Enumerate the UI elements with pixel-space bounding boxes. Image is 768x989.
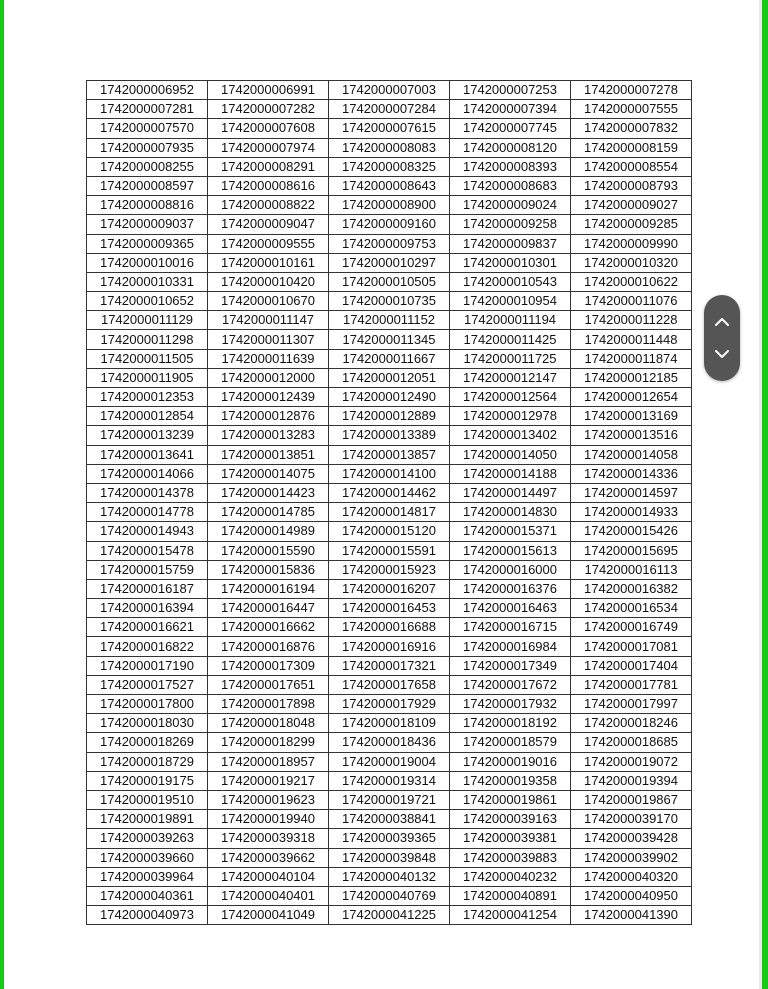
table-row [87,599,692,618]
table-cell: 1742000016688 [329,618,450,637]
table-cell: 1742000010331 [87,272,208,291]
table-cell: 1742000016382 [571,579,692,598]
table-cell: 1742000017404 [571,656,692,675]
table-cell: 1742000011425 [450,330,571,349]
table-row [87,100,692,119]
table-cell: 1742000011345 [329,330,450,349]
table-cell: 1742000018685 [571,733,692,752]
table-cell: 1742000011725 [450,349,571,368]
table-cell: 1742000014989 [208,522,329,541]
table-cell: 1742000019072 [571,752,692,771]
table-row [87,81,692,100]
table-cell: 1742000008616 [208,176,329,195]
table-cell: 1742000014336 [571,464,692,483]
table-row [87,464,692,483]
table-cell: 1742000007284 [329,100,450,119]
table-cell: 1742000039428 [571,829,692,848]
table-cell: 1742000041390 [571,906,692,925]
table-cell: 1742000017309 [208,656,329,675]
table-row [87,407,692,426]
table-cell: 1742000019358 [450,771,571,790]
table-row [87,695,692,714]
table-cell: 1742000017672 [450,675,571,694]
table-cell: 1742000041049 [208,906,329,925]
table-cell: 1742000012978 [450,407,571,426]
table-cell: 1742000019175 [87,771,208,790]
table-row [87,656,692,675]
table-cell: 1742000018048 [208,714,329,733]
table-cell: 1742000016662 [208,618,329,637]
table-cell: 1742000015590 [208,541,329,560]
table-cell: 1742000010954 [450,292,571,311]
scroll-down-button[interactable] [704,339,740,369]
table-cell: 1742000019867 [571,790,692,809]
table-cell: 1742000008793 [571,176,692,195]
table-cell: 1742000008554 [571,157,692,176]
table-cell: 1742000041225 [329,906,450,925]
table-cell: 1742000040320 [571,867,692,886]
table-row [87,790,692,809]
table-cell: 1742000011147 [208,311,329,330]
table-cell: 1742000019721 [329,790,450,809]
table-cell: 1742000016822 [87,637,208,656]
table-cell: 1742000040232 [450,867,571,886]
table-cell: 1742000012490 [329,388,450,407]
table-cell: 1742000008120 [450,138,571,157]
table-cell: 1742000009990 [571,234,692,253]
table-row [87,848,692,867]
table-row [87,445,692,464]
table-cell: 1742000016447 [208,599,329,618]
table-row [87,637,692,656]
table-cell: 1742000040973 [87,906,208,925]
table-cell: 1742000014497 [450,483,571,502]
table-cell: 1742000009555 [208,234,329,253]
table-cell: 1742000016534 [571,599,692,618]
table-cell: 1742000008822 [208,196,329,215]
table-cell: 1742000018246 [571,714,692,733]
table-row [87,867,692,886]
table-cell: 1742000013641 [87,445,208,464]
table-cell: 1742000007282 [208,100,329,119]
table-cell: 1742000039848 [329,848,450,867]
table-row [87,426,692,445]
table-cell: 1742000038841 [329,810,450,829]
table-cell: 1742000012654 [571,388,692,407]
table-cell: 1742000009024 [450,196,571,215]
table-cell: 1742000016453 [329,599,450,618]
table-cell: 1742000008393 [450,157,571,176]
table-cell: 1742000010301 [450,253,571,272]
table-cell: 1742000017997 [571,695,692,714]
table-cell: 1742000019940 [208,810,329,829]
table-row [87,215,692,234]
table-cell: 1742000039365 [329,829,450,848]
table-cell: 1742000016621 [87,618,208,637]
document-page [4,0,759,989]
table-cell: 1742000017800 [87,695,208,714]
table-cell: 1742000017081 [571,637,692,656]
table-cell: 1742000007745 [450,119,571,138]
table-cell: 1742000014943 [87,522,208,541]
table-cell: 1742000008597 [87,176,208,195]
table-cell: 1742000014066 [87,464,208,483]
table-cell: 1742000019016 [450,752,571,771]
table-cell: 1742000011152 [329,311,450,330]
table-cell: 1742000019004 [329,752,450,771]
table-row [87,714,692,733]
table-cell: 1742000013239 [87,426,208,445]
table-cell: 1742000014785 [208,503,329,522]
table-cell: 1742000039318 [208,829,329,848]
table-cell: 1742000040361 [87,886,208,905]
chevron-down-icon [714,349,730,359]
table-cell: 1742000016394 [87,599,208,618]
table-cell: 1742000019217 [208,771,329,790]
table-cell: 1742000015695 [571,541,692,560]
table-row [87,752,692,771]
table-cell: 1742000019394 [571,771,692,790]
table-cell: 1742000008291 [208,157,329,176]
table-cell: 1742000008083 [329,138,450,157]
table-cell: 1742000013283 [208,426,329,445]
table-cell: 1742000016984 [450,637,571,656]
table-cell: 1742000011874 [571,349,692,368]
table-cell: 1742000008643 [329,176,450,195]
table-cell: 1742000016194 [208,579,329,598]
table-cell: 1742000011639 [208,349,329,368]
table-row [87,560,692,579]
table-cell: 1742000039170 [571,810,692,829]
table-row [87,675,692,694]
table-cell: 1742000008255 [87,157,208,176]
table-cell: 1742000009258 [450,215,571,234]
table-cell: 1742000040950 [571,886,692,905]
table-cell: 1742000010297 [329,253,450,272]
table-cell: 1742000012147 [450,368,571,387]
table-cell: 1742000007555 [571,100,692,119]
table-cell: 1742000017349 [450,656,571,675]
table-cell: 1742000040891 [450,886,571,905]
table-cell: 1742000009285 [571,215,692,234]
table-cell: 1742000015478 [87,541,208,560]
table-cell: 1742000017651 [208,675,329,694]
table-cell: 1742000039660 [87,848,208,867]
table-cell: 1742000040104 [208,867,329,886]
table-cell: 1742000012051 [329,368,450,387]
table-cell: 1742000010161 [208,253,329,272]
table-cell: 1742000008900 [329,196,450,215]
table-cell: 1742000041254 [450,906,571,925]
table-cell: 1742000013516 [571,426,692,445]
table-row [87,906,692,925]
table-row [87,503,692,522]
table-cell: 1742000016715 [450,618,571,637]
table-cell: 1742000015426 [571,522,692,541]
table-cell: 1742000018109 [329,714,450,733]
table-cell: 1742000009160 [329,215,450,234]
table-cell: 1742000011076 [571,292,692,311]
scroll-up-button[interactable] [704,307,740,337]
table-cell: 1742000010622 [571,272,692,291]
table-cell: 1742000011129 [87,311,208,330]
table-cell: 1742000014778 [87,503,208,522]
table-cell: 1742000009027 [571,196,692,215]
table-cell: 1742000010420 [208,272,329,291]
table-cell: 1742000007974 [208,138,329,157]
table-cell: 1742000011505 [87,349,208,368]
table-row [87,176,692,195]
table-row [87,157,692,176]
table-row [87,311,692,330]
table-cell: 1742000016207 [329,579,450,598]
table-cell: 1742000019510 [87,790,208,809]
table-cell: 1742000014378 [87,483,208,502]
table-cell: 1742000008683 [450,176,571,195]
table-cell: 1742000010670 [208,292,329,311]
table-row [87,196,692,215]
table-row [87,771,692,790]
table-row [87,330,692,349]
roll-number-table-body [87,81,692,925]
table-cell: 1742000006952 [87,81,208,100]
table-cell: 1742000018579 [450,733,571,752]
table-cell: 1742000013389 [329,426,450,445]
table-row [87,234,692,253]
table-cell: 1742000016187 [87,579,208,598]
table-cell: 1742000007615 [329,119,450,138]
table-cell: 1742000011448 [571,330,692,349]
table-row [87,272,692,291]
table-cell: 1742000014188 [450,464,571,483]
table-cell: 1742000011194 [450,311,571,330]
table-cell: 1742000007281 [87,100,208,119]
table-row [87,541,692,560]
table-cell: 1742000018729 [87,752,208,771]
table-cell: 1742000039381 [450,829,571,848]
table-cell: 1742000015591 [329,541,450,560]
table-cell: 1742000007278 [571,81,692,100]
table-cell: 1742000012439 [208,388,329,407]
table-cell: 1742000014075 [208,464,329,483]
table-cell: 1742000011298 [87,330,208,349]
table-cell: 1742000040132 [329,867,450,886]
table-cell: 1742000016113 [571,560,692,579]
roll-number-table [86,80,692,925]
table-cell: 1742000017190 [87,656,208,675]
table-cell: 1742000014830 [450,503,571,522]
table-row [87,483,692,502]
table-cell: 1742000010016 [87,253,208,272]
table-cell: 1742000012000 [208,368,329,387]
table-row [87,579,692,598]
table-cell: 1742000009365 [87,234,208,253]
table-row [87,292,692,311]
table-cell: 1742000012854 [87,407,208,426]
table-cell: 1742000012185 [571,368,692,387]
table-cell: 1742000007608 [208,119,329,138]
table-cell: 1742000039163 [450,810,571,829]
table-cell: 1742000018957 [208,752,329,771]
table-cell: 1742000019623 [208,790,329,809]
table-cell: 1742000011228 [571,311,692,330]
table-cell: 1742000011905 [87,368,208,387]
table-cell: 1742000007935 [87,138,208,157]
table-cell: 1742000040769 [329,886,450,905]
table-cell: 1742000013169 [571,407,692,426]
table-row [87,253,692,272]
table-row [87,829,692,848]
table-cell: 1742000007570 [87,119,208,138]
table-cell: 1742000039902 [571,848,692,867]
table-cell: 1742000015836 [208,560,329,579]
table-cell: 1742000008159 [571,138,692,157]
table-cell: 1742000017929 [329,695,450,714]
table-cell: 1742000014100 [329,464,450,483]
table-cell: 1742000015923 [329,560,450,579]
table-cell: 1742000016376 [450,579,571,598]
table-cell: 1742000017527 [87,675,208,694]
table-cell: 1742000015120 [329,522,450,541]
table-row [87,733,692,752]
table-row [87,388,692,407]
table-cell: 1742000014423 [208,483,329,502]
table-cell: 1742000009753 [329,234,450,253]
table-cell: 1742000016876 [208,637,329,656]
table-cell: 1742000012564 [450,388,571,407]
table-cell: 1742000008325 [329,157,450,176]
table-cell: 1742000017658 [329,675,450,694]
table-cell: 1742000016000 [450,560,571,579]
table-cell: 1742000018436 [329,733,450,752]
table-cell: 1742000013857 [329,445,450,464]
table-row [87,522,692,541]
table-cell: 1742000018299 [208,733,329,752]
table-cell: 1742000009037 [87,215,208,234]
table-cell: 1742000014817 [329,503,450,522]
table-cell: 1742000009837 [450,234,571,253]
table-cell: 1742000017781 [571,675,692,694]
table-cell: 1742000015759 [87,560,208,579]
table-cell: 1742000017898 [208,695,329,714]
table-cell: 1742000015371 [450,522,571,541]
table-cell: 1742000039883 [450,848,571,867]
table-row [87,886,692,905]
table-cell: 1742000008816 [87,196,208,215]
table-cell: 1742000010543 [450,272,571,291]
table-cell: 1742000014597 [571,483,692,502]
table-cell: 1742000014058 [571,445,692,464]
table-cell: 1742000019891 [87,810,208,829]
table-cell: 1742000019861 [450,790,571,809]
table-cell: 1742000013851 [208,445,329,464]
table-cell: 1742000016749 [571,618,692,637]
table-row [87,618,692,637]
table-cell: 1742000039263 [87,829,208,848]
table-row [87,368,692,387]
table-cell: 1742000007394 [450,100,571,119]
table-cell: 1742000011307 [208,330,329,349]
table-cell: 1742000016463 [450,599,571,618]
table-cell: 1742000007832 [571,119,692,138]
table-row [87,810,692,829]
table-cell: 1742000039964 [87,867,208,886]
table-cell: 1742000010735 [329,292,450,311]
table-cell: 1742000018030 [87,714,208,733]
table-cell: 1742000007253 [450,81,571,100]
table-row [87,119,692,138]
table-cell: 1742000010320 [571,253,692,272]
table-cell: 1742000017321 [329,656,450,675]
table-row [87,349,692,368]
table-cell: 1742000011667 [329,349,450,368]
table-cell: 1742000039662 [208,848,329,867]
table-cell: 1742000006991 [208,81,329,100]
chevron-up-icon [714,317,730,327]
page-scroll-controls [704,295,740,381]
table-cell: 1742000012353 [87,388,208,407]
table-cell: 1742000015613 [450,541,571,560]
table-cell: 1742000040401 [208,886,329,905]
table-cell: 1742000018269 [87,733,208,752]
table-cell: 1742000019314 [329,771,450,790]
table-cell: 1742000016916 [329,637,450,656]
table-cell: 1742000013402 [450,426,571,445]
table-cell: 1742000010652 [87,292,208,311]
table-cell: 1742000014933 [571,503,692,522]
table-cell: 1742000017932 [450,695,571,714]
table-cell: 1742000012876 [208,407,329,426]
table-cell: 1742000014050 [450,445,571,464]
table-cell: 1742000010505 [329,272,450,291]
table-cell: 1742000007003 [329,81,450,100]
table-cell: 1742000012889 [329,407,450,426]
table-row [87,138,692,157]
viewer-border-right [762,0,768,989]
table-cell: 1742000018192 [450,714,571,733]
table-cell: 1742000014462 [329,483,450,502]
table-cell: 1742000009047 [208,215,329,234]
